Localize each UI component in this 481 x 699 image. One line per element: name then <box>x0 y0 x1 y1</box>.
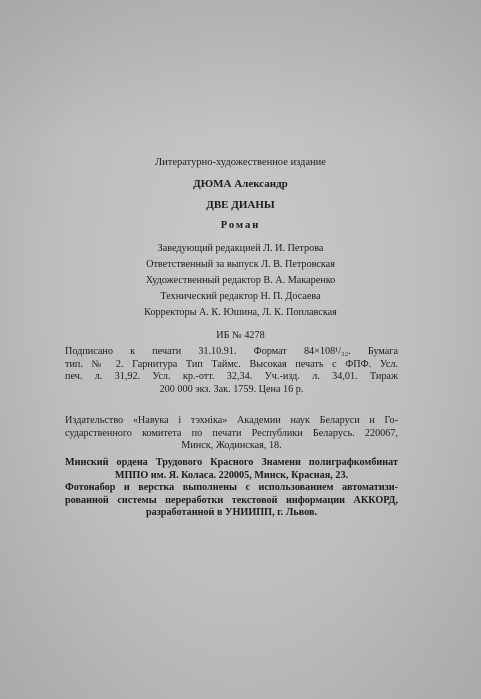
printer-line: МППО им. Я. Коласа. 220005, Минск, Красная, 23. <box>114 469 349 481</box>
printer-line: Минский ордена Трудового Красного Знамени полиграфкомбинат <box>65 457 398 468</box>
author-name: ДЮМА Александр <box>193 178 288 190</box>
publisher-block <box>65 415 398 453</box>
printer-line: рованной системы переработки текстовой информации АККОРД, <box>65 494 398 506</box>
publisher-line: сударственного комитета по печати Республики Беларусь. 220067, <box>65 427 398 439</box>
book-title: ДВЕ ДИАНЫ <box>206 199 275 211</box>
print-spec-line: Подписано к печати 31.10.91. Формат 84×108¹/₃₂. Бумага <box>65 346 398 357</box>
credit-line: Заведующий редакцией Л. И. Петрова <box>157 243 324 254</box>
publisher-line: Издательство «Навука і тэхніка» Академии наук Беларуси и Го- <box>65 415 398 426</box>
print-spec-line: печ. л. 31,92. Усл. кр.-отт. 32,34. Уч.-изд. л. 34,01. Тираж <box>65 371 398 382</box>
publisher-line: Минск, Жодинская, 18. <box>181 440 282 451</box>
print-specs-block <box>65 346 398 396</box>
credit-line: Корректоры А. К. Юшина, Л. К. Поплавская <box>144 307 337 318</box>
print-spec-line: тип. № 2. Гарнитура Тип Таймс. Высокая печать с ФПФ. Усл. <box>65 358 398 370</box>
ib-number: ИБ № 4278 <box>216 330 265 341</box>
printer-line: Фотонабор и верстка выполнены с использованием автоматизи- <box>65 482 398 493</box>
credit-line: Технический редактор Н. П. Досаева <box>160 291 321 302</box>
printer-line: разработанной в УНИИПП, г. Львов. <box>145 507 318 518</box>
page-shading <box>0 0 481 140</box>
genre-label: Роман <box>220 220 261 231</box>
credit-line: Ответственный за выпуск Л. В. Петровская <box>146 259 335 270</box>
printer-block <box>65 457 398 520</box>
edition-type: Литературно-художественное издание <box>155 157 326 168</box>
print-spec-line: 200 000 экз. Зак. 1759. Цена 16 р. <box>159 383 304 395</box>
credit-line: Художественный редактор В. А. Макаренко <box>145 275 336 286</box>
